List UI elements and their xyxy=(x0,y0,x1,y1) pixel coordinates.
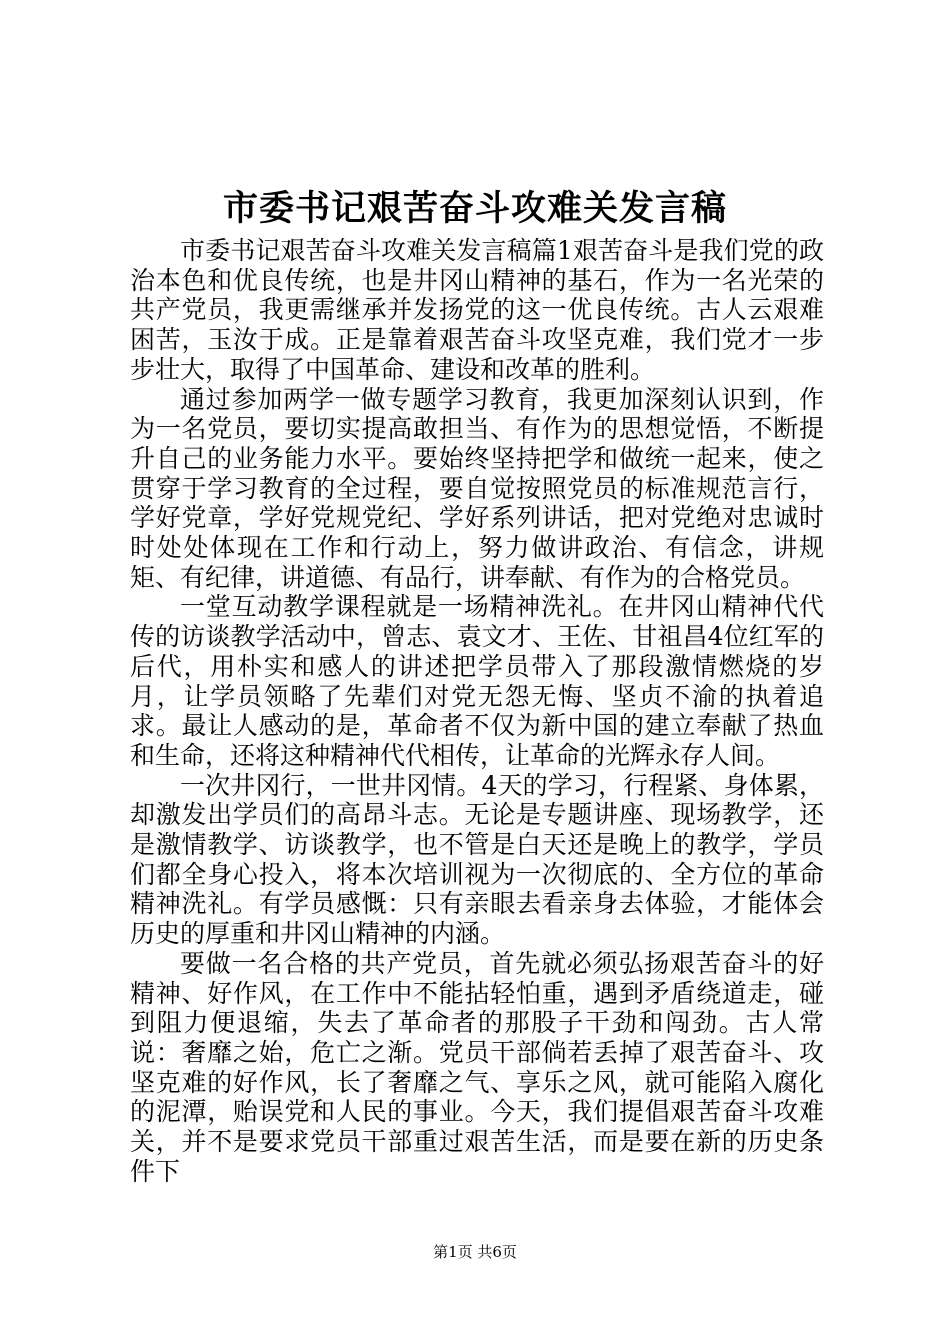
paragraph-3: 一堂互动教学课程就是一场精神洗礼。在井冈山精神代代传的访谈教学活动中，曾志、袁文才、王佐、甘祖昌4位红军的后代，用朴实和感人的讲述把学员带入了那段激情燃烧的岁月，让学员领略了先辈们对党无怨无悔、坚贞不渝的执着追求。最让人感动的是，革命者不仅为新中国的建立奉献了热血和生命，还将这种精神代代相传，让革命的光辉永存人间。 xyxy=(130,592,824,770)
paragraph-4: 一次井冈行，一世井冈情。4天的学习，行程紧、身体累，却激发出学员们的高昂斗志。无论是专题讲座、现场教学，还是激情教学、访谈教学，也不管是白天还是晚上的教学，学员们都全身心投入，将本次培训视为一次彻底的、全方位的革命精神洗礼。有学员感慨：只有亲眼去看亲身去体验，才能体会历史的厚重和井冈山精神的内涵。 xyxy=(130,770,824,949)
page-total: 共6页 xyxy=(477,1243,517,1261)
page-footer xyxy=(0,1242,950,1262)
page-number: 第1页 xyxy=(433,1243,473,1261)
document-body xyxy=(130,236,824,1187)
paragraph-5: 要做一名合格的共产党员，首先就必须弘扬艰苦奋斗的好精神、好作风，在工作中不能拈轻怕重，遇到矛盾绕道走，碰到阻力便退缩，失去了革命者的那股子干劲和闯劲。古人常说：奢靡之始，危亡之渐。党员干部倘若丢掉了艰苦奋斗、攻坚克难的好作风，长了奢靡之气、享乐之风，就可能陷入腐化的泥潭，贻误党和人民的事业。今天，我们提倡艰苦奋斗攻难关，并不是要求党员干部重过艰苦生活，而是要在新的历史条件下 xyxy=(130,948,824,1186)
paragraph-2: 通过参加两学一做专题学习教育，我更加深刻认识到，作为一名党员，要切实提高敢担当、有作为的思想觉悟，不断提升自己的业务能力水平。要始终坚持把学和做统一起来，使之贯穿于学习教育的全过程，要自觉按照党员的标准规范言行，学好党章，学好党规党纪、学好系列讲话，把对党绝对忠诚时时处处体现在工作和行动上，努力做讲政治、有信念，讲规矩、有纪律，讲道德、有品行，讲奉献、有作为的合格党员。 xyxy=(130,384,824,592)
document-title: 市委书记艰苦奋斗攻难关发言稿 xyxy=(222,188,727,229)
paragraph-1: 市委书记艰苦奋斗攻难关发言稿篇1艰苦奋斗是我们党的政治本色和优良传统，也是井冈山精神的基石，作为一名光荣的共产党员，我更需继承并发扬党的这一优良传统。古人云艰难困苦，玉汝于成。正是靠着艰苦奋斗攻坚克难，我们党才一步步壮大，取得了中国革命、建设和改革的胜利。 xyxy=(130,236,824,384)
